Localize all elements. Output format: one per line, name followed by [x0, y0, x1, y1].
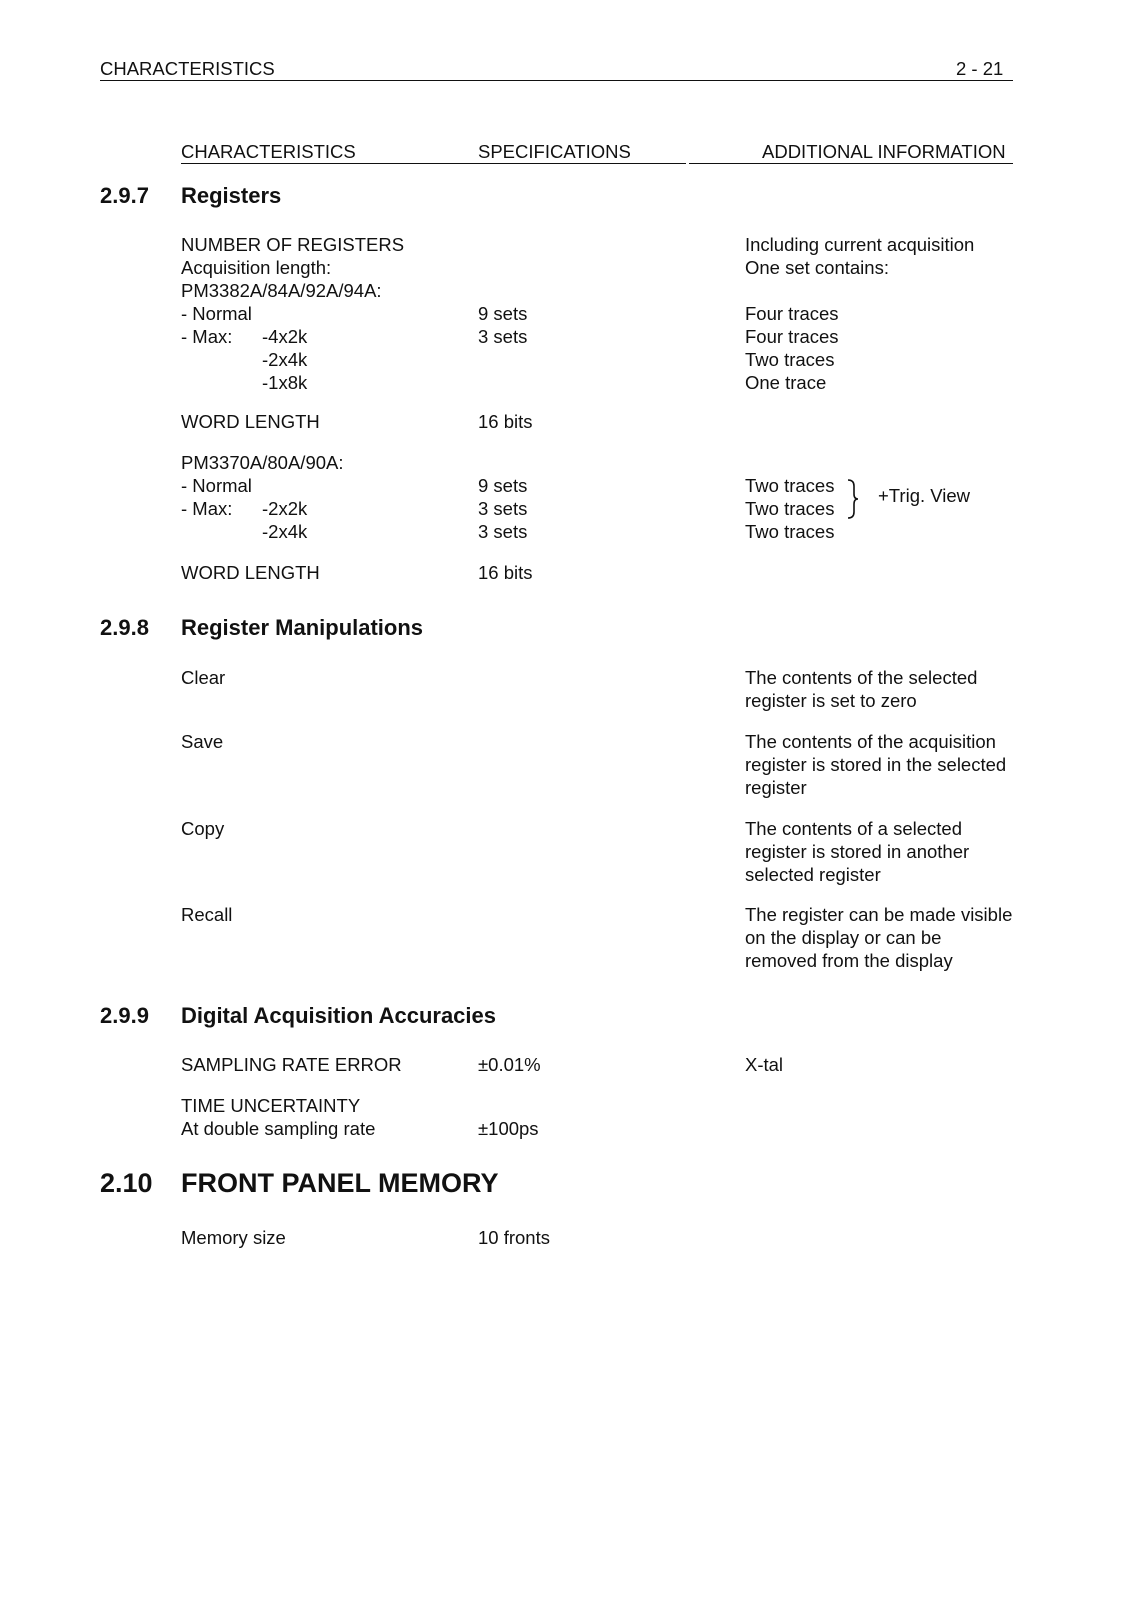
size-2x4k: -2x4k	[262, 349, 308, 370]
normal-label: - Normal	[181, 303, 252, 324]
b-normal-label: - Normal	[181, 475, 252, 496]
manip-copy-label: Copy	[181, 818, 225, 839]
clear-desc-line-2: register is set to zero	[745, 690, 917, 711]
b-size-2x4k: -2x4k	[262, 521, 308, 542]
b-two-traces-3: Two traces	[745, 521, 835, 542]
word-length-value-2: 16 bits	[478, 562, 533, 583]
models-pm3382a: PM3382A/84A/92A/94A:	[181, 280, 382, 301]
running-header-title: CHARACTERISTICS	[100, 58, 275, 79]
column-header-additional: ADDITIONAL INFORMATION	[762, 141, 1006, 162]
word-length-value: 16 bits	[478, 411, 533, 432]
save-desc-line-2: register is stored in the selected	[745, 754, 1007, 775]
recall-desc-line-3: removed from the display	[745, 950, 953, 971]
spec-3-sets: 3 sets	[478, 326, 528, 347]
registers-b-max-sizes	[262, 497, 307, 543]
acquisition-length: Acquisition length:	[181, 257, 332, 278]
trig-view-note: +Trig. View	[878, 485, 971, 506]
registers-additional-block-top	[745, 233, 974, 279]
size-4x2k: -4x2k	[262, 326, 308, 347]
copy-desc-line-2: register is stored in another	[745, 841, 970, 862]
column-rule-left	[181, 163, 686, 164]
save-desc-line-3: register	[745, 777, 807, 798]
max-label: - Max:	[181, 326, 233, 347]
section-number-2-10: 2.10	[100, 1168, 153, 1198]
registers-additional-block	[745, 302, 839, 394]
column-rule-right	[689, 163, 1013, 164]
models-pm3370a: PM3370A/80A/90A:	[181, 452, 344, 473]
additional-two-traces: Two traces	[745, 349, 835, 370]
section-title-digital-accuracies: Digital Acquisition Accuracies	[181, 1003, 497, 1028]
column-header-characteristics: CHARACTERISTICS	[181, 141, 356, 162]
copy-desc-line-1: The contents of a selected	[745, 818, 962, 839]
memory-size-label: Memory size	[181, 1227, 286, 1248]
clear-desc-line-1: The contents of the selected	[745, 667, 978, 688]
section-title-registers: Registers	[181, 183, 282, 208]
additional-including: Including current acquisition	[745, 234, 975, 255]
section-title-register-manipulations: Register Manipulations	[181, 615, 424, 640]
section-number-2-9-8: 2.9.8	[100, 615, 149, 640]
save-desc-line-1: The contents of the acquisition	[745, 731, 996, 752]
number-of-registers: NUMBER OF REGISTERS	[181, 234, 405, 255]
grouping-brace-icon	[846, 478, 860, 520]
sampling-rate-error-spec: ±0.01%	[478, 1054, 541, 1075]
registers-b-spec-block	[478, 474, 527, 543]
manip-recall-desc	[745, 903, 1012, 972]
page-number: 2 - 21	[956, 58, 1004, 79]
b-two-traces-2: Two traces	[745, 498, 835, 519]
section-number-2-9-9: 2.9.9	[100, 1003, 149, 1028]
b-max-label: - Max:	[181, 498, 233, 519]
b-two-traces-1: Two traces	[745, 475, 835, 496]
time-uncertainty-label: TIME UNCERTAINTY	[181, 1095, 361, 1116]
manip-clear-label: Clear	[181, 667, 226, 688]
manip-save-desc	[745, 730, 1006, 799]
b-spec-3-sets-2: 3 sets	[478, 521, 528, 542]
section-title-front-panel-memory: FRONT PANEL MEMORY	[181, 1168, 499, 1198]
column-header-specifications: SPECIFICATIONS	[478, 141, 631, 162]
additional-four-traces-1: Four traces	[745, 303, 839, 324]
recall-desc-line-2: on the display or can be	[745, 927, 942, 948]
time-uncertainty-spec: ±100ps	[478, 1118, 539, 1139]
registers-b-additional-block	[745, 474, 834, 543]
b-size-2x2k: -2x2k	[262, 498, 308, 519]
spec-9-sets: 9 sets	[478, 303, 528, 324]
b-spec-9-sets: 9 sets	[478, 475, 528, 496]
recall-desc-line-1: The register can be made visible	[745, 904, 1013, 925]
registers-max-sizes	[262, 325, 307, 394]
b-spec-3-sets-1: 3 sets	[478, 498, 528, 519]
word-length-label: WORD LENGTH	[181, 411, 320, 432]
header-rule	[100, 80, 1013, 81]
time-uncertainty-block	[181, 1094, 375, 1140]
memory-size-value: 10 fronts	[478, 1227, 550, 1248]
manip-recall-label: Recall	[181, 904, 233, 925]
additional-one-set: One set contains:	[745, 257, 889, 278]
size-1x8k: -1x8k	[262, 372, 308, 393]
manip-clear-desc	[745, 666, 977, 712]
section-number-2-9-7: 2.9.7	[100, 183, 149, 208]
additional-four-traces-2: Four traces	[745, 326, 839, 347]
manip-copy-desc	[745, 817, 969, 886]
double-sampling-rate-label: At double sampling rate	[181, 1118, 376, 1139]
registers-spec-block	[478, 302, 527, 348]
copy-desc-line-3: selected register	[745, 864, 881, 885]
manip-save-label: Save	[181, 731, 224, 752]
sampling-rate-error-label: SAMPLING RATE ERROR	[181, 1054, 402, 1075]
sampling-rate-error-note: X-tal	[745, 1054, 784, 1075]
word-length-label-2: WORD LENGTH	[181, 562, 320, 583]
additional-one-trace: One trace	[745, 372, 827, 393]
